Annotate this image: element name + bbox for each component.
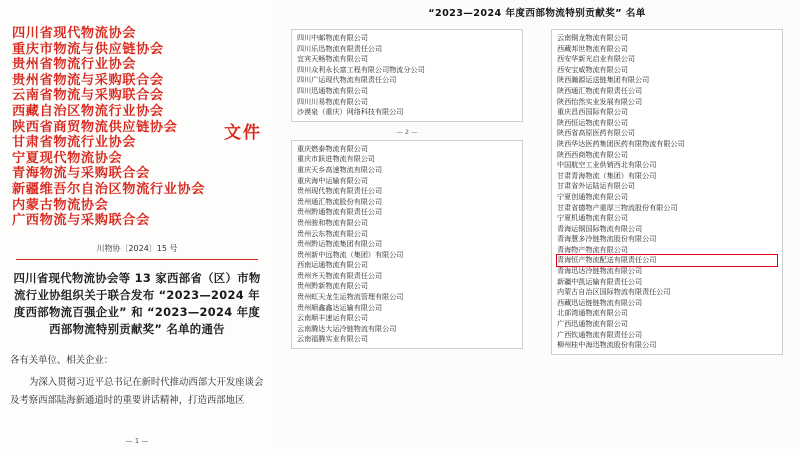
list-item: 四川迅通物流有限公司	[297, 85, 368, 95]
list-item: 贵州新中远物流（集团）有限公司	[297, 249, 404, 259]
list-item: 广西迅通物流有限公司	[557, 319, 628, 329]
association-line: 内蒙古物流协会	[12, 197, 109, 213]
list-item: 云南腾达大运冷链物流有限公司	[297, 323, 397, 333]
list-item: 陕西西商物流有限公司	[557, 149, 628, 159]
list-item: 陕西怡然实业发展有限公司	[557, 96, 643, 106]
list-item: 宁夏机通物流有限公司	[557, 213, 628, 223]
list-item: 甘肃青海物流（集团）有限公司	[557, 170, 657, 180]
association-line: 贵州省物流与采购联合会	[12, 72, 164, 88]
list-item: 贵州黔新物流有限公司	[297, 281, 368, 291]
list-item: 西藏邦世物流有限公司	[557, 43, 628, 53]
right-document-page	[274, 0, 800, 449]
list-item: 柳州桂中海迅物流股份有限公司	[557, 340, 657, 350]
association-line: 四川省现代物流协会	[12, 26, 137, 41]
association-line: 青海物流与采购联合会	[12, 166, 150, 182]
association-line: 西藏自治区物流行业协会	[12, 103, 164, 119]
association-line: 甘肃省物流行业协会	[12, 135, 137, 151]
list-item: 西安宝威物流有限公司	[557, 64, 628, 74]
list-item: 青海运铜国际物流有限公司	[557, 223, 643, 233]
list-item: 云南铜龙物流有限公司	[557, 33, 628, 42]
list-item: 陕西华达医药集团医药有限物流有限公司	[557, 138, 685, 148]
list-item: 四川中邮物流有限公司	[297, 33, 368, 42]
list-item: 西南运通物流有限公司	[297, 260, 368, 270]
list-item: 青海物产物流有限公司	[557, 244, 628, 254]
list-item: 四川川易物流有限公司	[297, 96, 368, 106]
list-item: 贵州黔通物流有限责任公司	[297, 207, 383, 217]
list-item: 宁夏创通物流有限公司	[557, 191, 628, 201]
file-stamp: 文件	[224, 123, 262, 143]
list-item: 贵州虹天龙生运物流管理有限公司	[297, 292, 404, 302]
list-item: 西安华新光启业有限公司	[557, 54, 636, 64]
list-item: 陕西恒运物流有限公司	[557, 117, 628, 127]
list-item: 陕西瀚源运送链集团有限公司	[557, 75, 650, 85]
list-item: 陕西省高原医药有限公司	[557, 128, 636, 138]
list-item: 云南福腾实业有限公司	[297, 334, 368, 344]
association-line: 云南省物流与采购联合会	[12, 88, 164, 104]
company-name-box	[551, 29, 783, 355]
list-item: 贵州骏和物流有限公司	[297, 217, 368, 227]
association-line: 贵州省物流行业协会	[12, 57, 137, 73]
list-item: 四川众利永长富工程有限公司物流分公司	[297, 64, 425, 74]
document-title: 四川省现代物流协会等 13 家西部省（区）市物流行业协组织关于联合发布 “2023—2024 年度西部物流百强企业” 和 “2023—2024 年度西部物流特别贡献奖” 名单的通告	[13, 271, 261, 337]
list-item: 贵州齐天物流有限责任公司	[297, 270, 383, 280]
name-columns	[274, 19, 800, 361]
column-middle	[291, 29, 523, 361]
list-item: 新疆中凯运输有限责任公司	[557, 276, 643, 286]
body-paragraph: 为深入贯彻习近平总书记在新时代推动西部大开发座谈会及考察西部陆海新通道时的重要讲话精神，打造西部地区	[10, 377, 264, 407]
left-document-page	[0, 0, 274, 449]
association-line: 重庆市物流与供应链协会	[12, 41, 164, 57]
list-item: 宜宾天畅物流有限公司	[297, 54, 368, 64]
list-item: 贵州顺鑫鑫达运输有限公司	[297, 302, 383, 312]
list-item: 贵州现代物流有限责任公司	[297, 186, 383, 196]
list-item: 陕西通汇物流有限责任公司	[557, 85, 643, 95]
list-item: 重庆昌西国际有限公司	[557, 107, 628, 117]
document-body	[10, 352, 264, 410]
list-item: 内蒙古自治区国际物流有限责任公司	[557, 287, 671, 297]
list-item: 云南顺丰速运有限公司	[297, 313, 368, 323]
list-item: 沙漠泉（重庆）网络科技有限公司	[297, 107, 404, 117]
association-line: 宁夏现代物流协会	[12, 150, 123, 166]
page-number: — 1 —	[125, 437, 149, 445]
list-item: 贵州云东物流有限公司	[297, 228, 368, 238]
list-item: 重庆海中运输有限公司	[297, 175, 368, 185]
red-divider-line	[16, 259, 258, 261]
association-line: 广西物流与采购联合会	[12, 213, 150, 229]
list-item: 青海迅达冷链物流有限公司	[557, 266, 643, 276]
award-list-title: “2023—2024 年度西部物流特别贡献奖” 名单	[428, 8, 646, 19]
list-item: 贵州通汇物流股份有限公司	[297, 196, 383, 206]
list-item: 青海慧多冷链物流股份有限公司	[557, 234, 657, 244]
list-item: 广西钦通物流有限责任公司	[557, 329, 643, 339]
document-number: 川物协〔2024〕15 号	[96, 243, 178, 253]
list-item: 甘肃省外运陆运有限公司	[557, 181, 636, 191]
list-item: 四川乐迅物流有限责任公司	[297, 43, 383, 53]
list-item: 西藏迅运链链物流有限公司	[557, 297, 643, 307]
body-paragraph: 各有关单位、相关企业：	[10, 355, 114, 367]
list-item: 四川广运现代物流有限责任公司	[297, 75, 397, 85]
association-line: 陕西省商贸物流供应链协会	[12, 119, 178, 135]
company-name-box	[291, 140, 523, 349]
column-right	[551, 29, 783, 361]
company-name-box	[291, 29, 523, 122]
list-item: 北部湾通物流有限公司	[557, 308, 628, 318]
highlighted-list-item: 青海恒产物流配送有限责任公司	[557, 255, 777, 266]
list-item: 中国航空工业供销西北有限公司	[557, 160, 657, 170]
list-item: 重庆市跃进物流有限公司	[297, 154, 376, 164]
list-item: 重庆燃泰物流有限公司	[297, 143, 368, 153]
list-item: 甘肃省德物产重厚三物流股份有限公司	[557, 202, 678, 212]
association-line: 新疆维吾尔自治区物流行业协会	[12, 181, 206, 197]
list-item: 重庆天乡高速物流有限公司	[297, 164, 383, 174]
page-marker: — 2 —	[396, 127, 418, 136]
list-item: 贵州黔运物流集团有限公司	[297, 239, 383, 249]
